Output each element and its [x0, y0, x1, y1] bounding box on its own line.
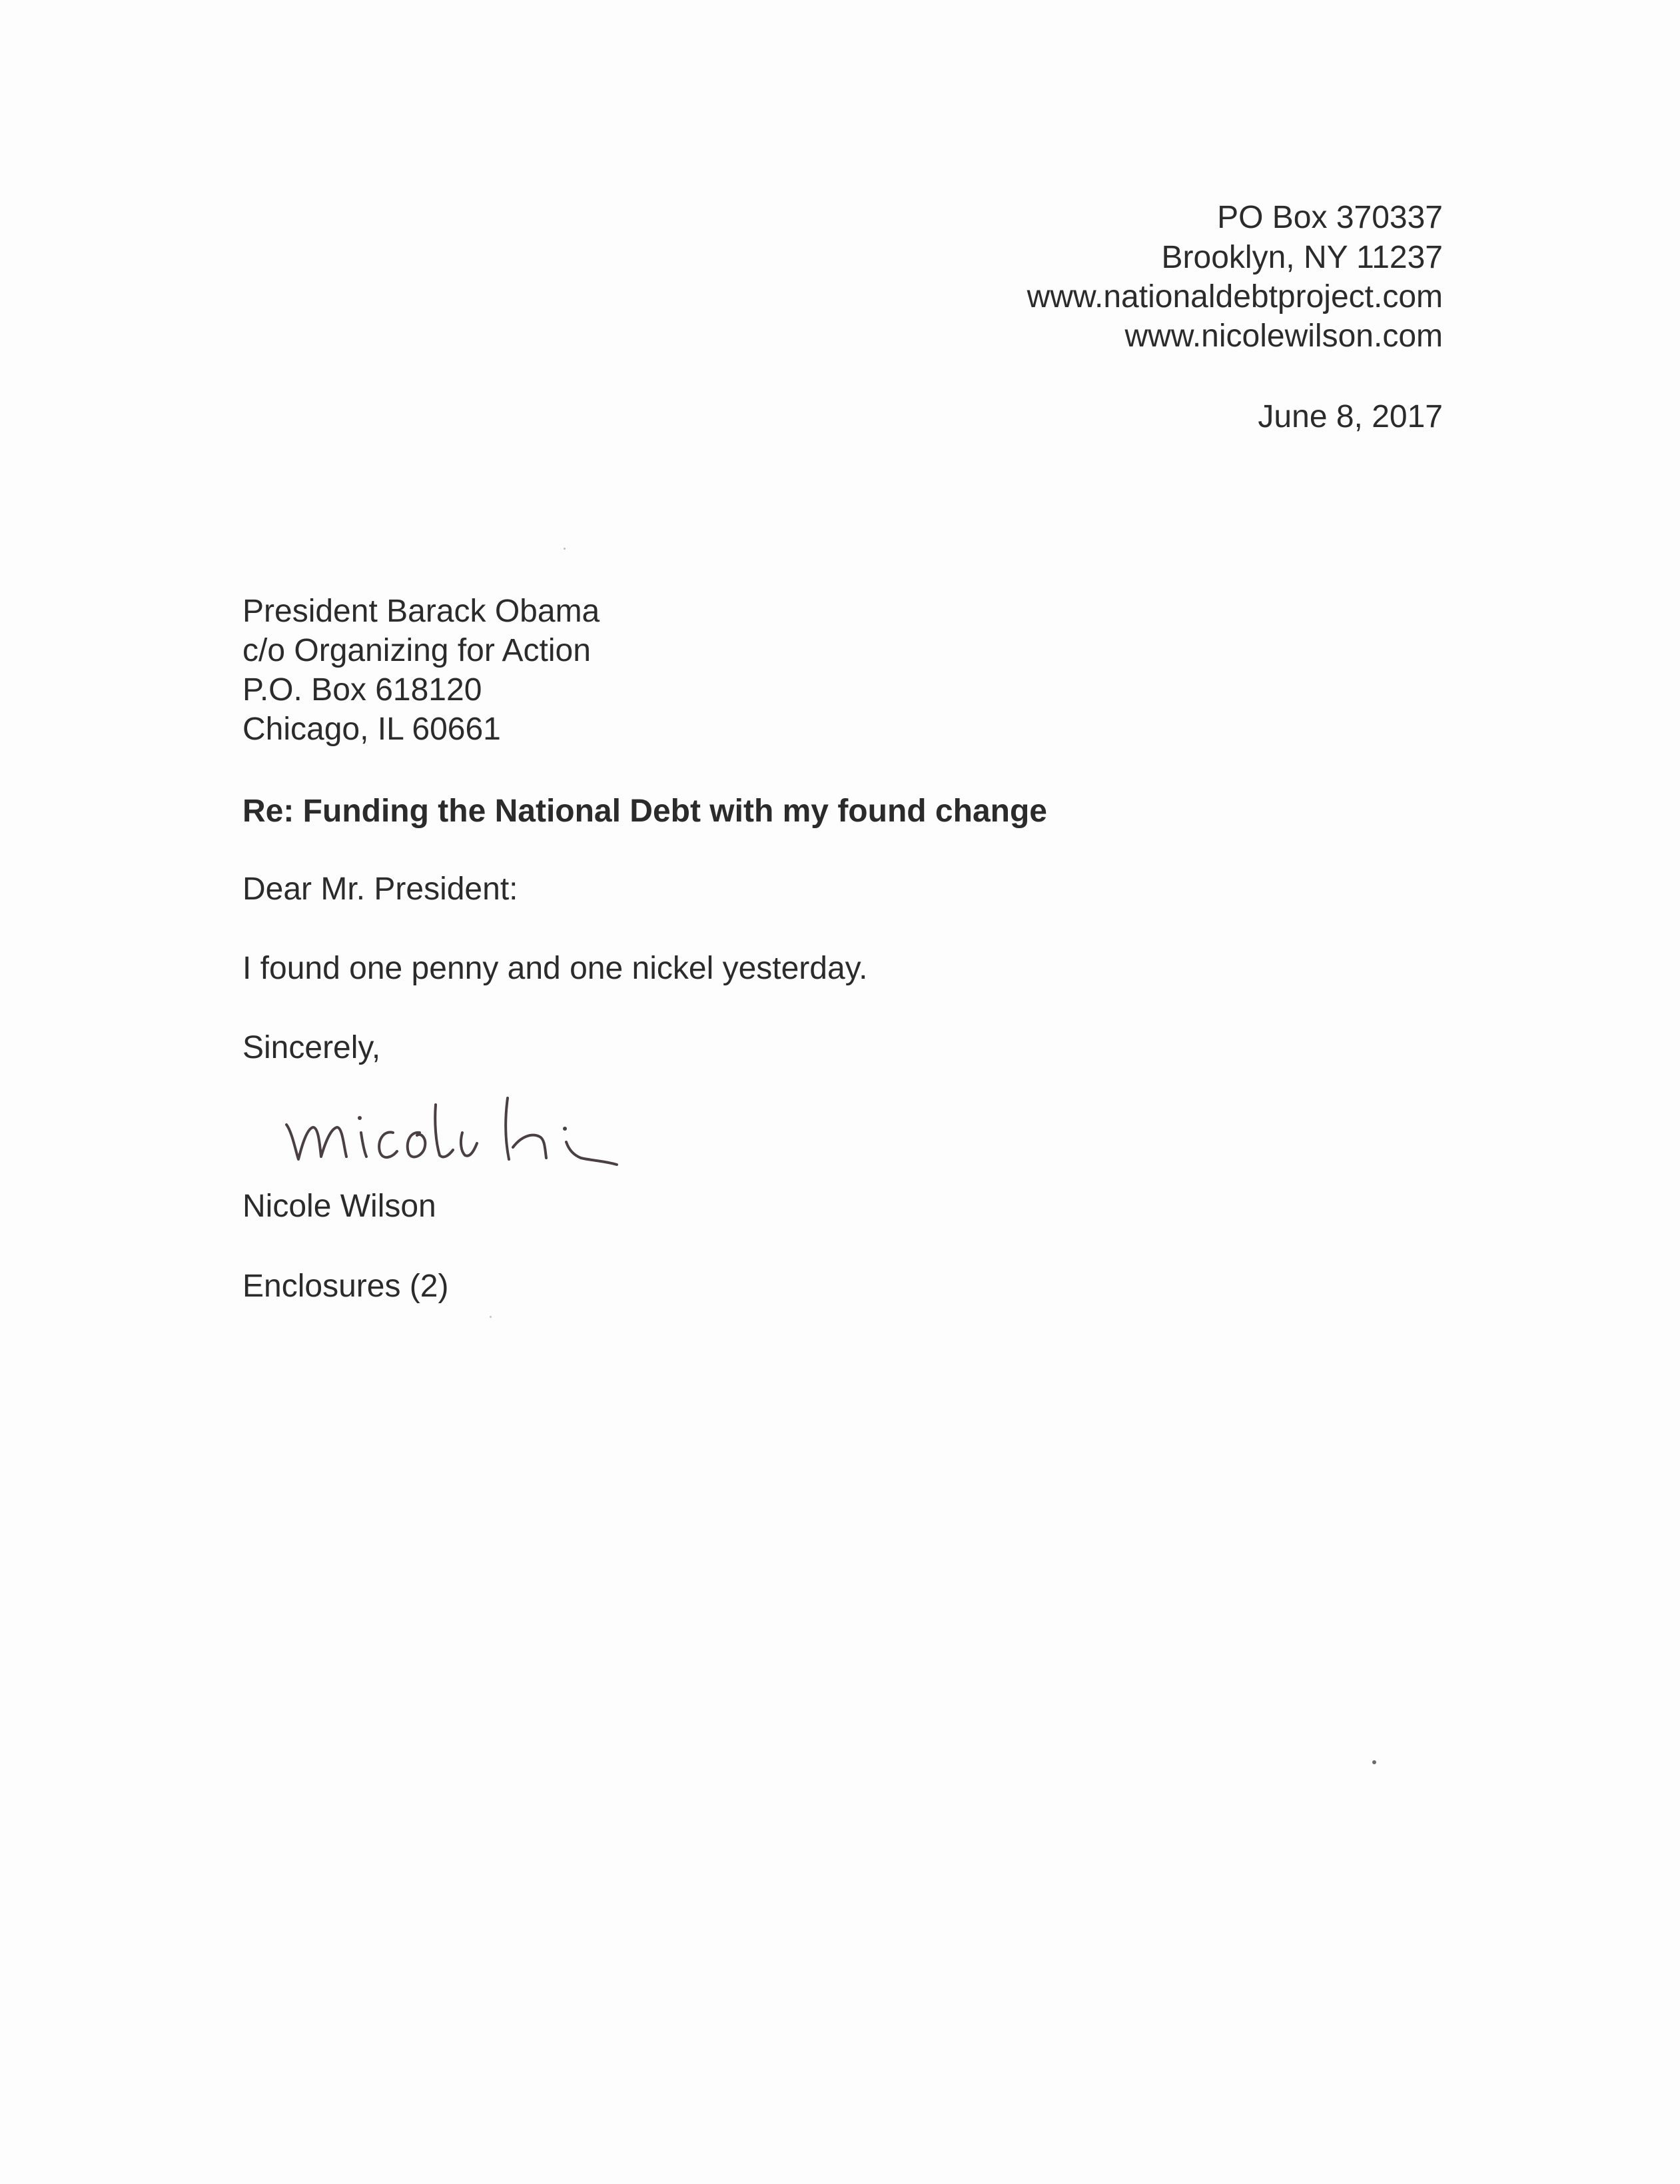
- sender-address-line-1: PO Box 370337: [1217, 200, 1443, 235]
- recipient-city-state-zip: Chicago, IL 60661: [242, 712, 501, 747]
- letter-date: June 8, 2017: [1258, 399, 1443, 434]
- sender-website-2: www.nicolewilson.com: [1124, 318, 1443, 354]
- signer-name: Nicole Wilson: [242, 1189, 436, 1224]
- subject-line: Re: Funding the National Debt with my found change: [242, 794, 1047, 829]
- paper-speck: [490, 1316, 492, 1318]
- letter-body: I found one penny and one nickel yesterday.: [242, 951, 868, 986]
- handwritten-signature: [273, 1085, 659, 1185]
- closing: Sincerely,: [242, 1030, 381, 1065]
- enclosures-note: Enclosures (2): [242, 1269, 449, 1304]
- recipient-po-box: P.O. Box 618120: [242, 672, 482, 708]
- salutation: Dear Mr. President:: [242, 871, 518, 907]
- recipient-care-of: c/o Organizing for Action: [242, 633, 591, 668]
- sender-website-1: www.nationaldebtproject.com: [1027, 279, 1443, 314]
- paper-speck: [564, 548, 566, 550]
- sender-address-line-2: Brooklyn, NY 11237: [1161, 240, 1443, 275]
- paper-speck: [1372, 1760, 1376, 1764]
- recipient-name: President Barack Obama: [242, 594, 600, 629]
